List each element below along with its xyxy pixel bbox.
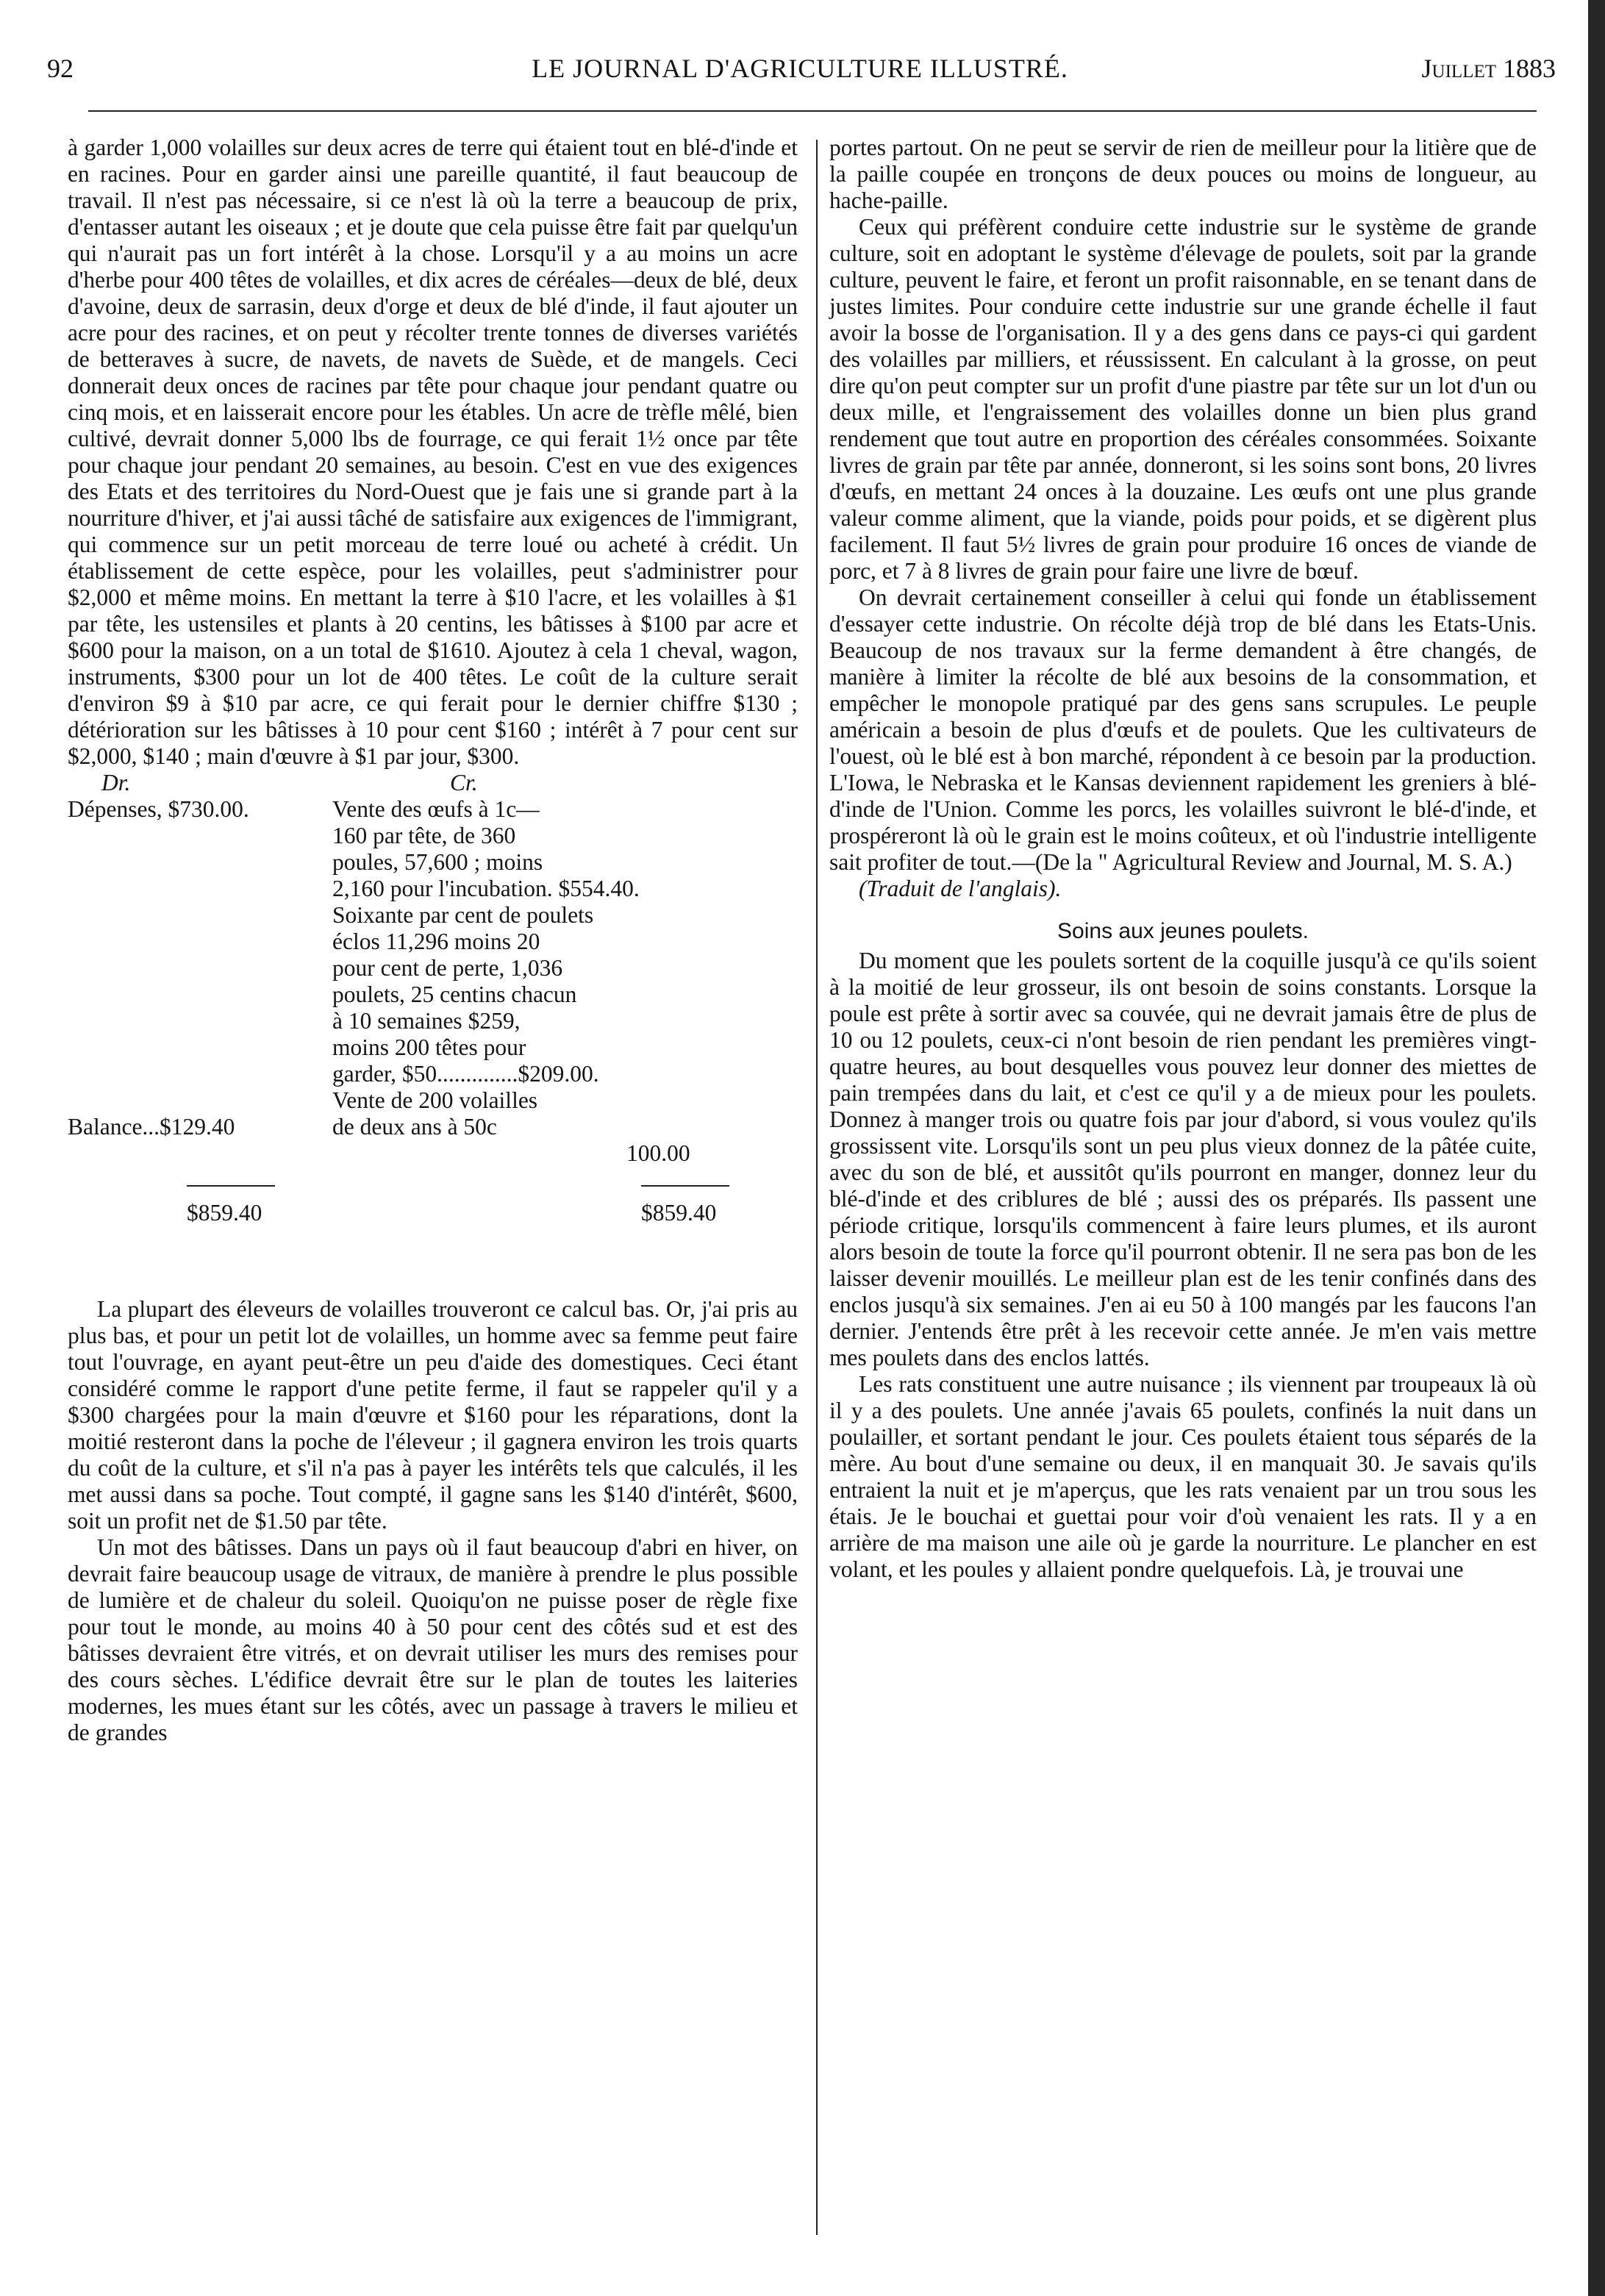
credit-line: poulets, 25 centins chacun xyxy=(332,981,577,1007)
paragraph: On devrait certainement conseiller à celui qui fonde un établissement d'essayer cette industrie. On récolte déjà trop de blé dans les Etats-Unis. Beaucoup de nos travaux sur la ferme demandent à être changés, de manière à limiter la récolte de blé aux besoins de la consommation, et empêcher le monopole pratiqué par des gens sans scrupules. Le peuple américain a besoin de plus d'œufs et de poulets. Que les cultivateurs de l'ouest, où le blé est à bon marché, répondent à ce besoin par la production. L'Iowa, le Nebraska et le Kansas deviennent rapidement les greniers à blé-d'inde de l'Union. Comme les porcs, les volailles suivront le blé-d'inde, et prospéreront là où le grain est le moins coûteux, et où l'industrie intelligente sait profiter de tout.—(De la " Agricultural Review and Journal, M. S. A.) xyxy=(829,584,1537,875)
column-divider xyxy=(816,140,818,2235)
sale-line: de deux ans à 50c xyxy=(332,1114,497,1140)
credit-line: 2,160 pour l'incubation. $554.40. xyxy=(332,876,640,901)
sale-amount: 100.00 xyxy=(626,1140,690,1166)
paragraph: portes partout. On ne peut se servir de rien de meilleur pour la litière que de la paille coupée en tronçons de deux pouces ou moins de longueur, au hache-paille. xyxy=(829,135,1537,213)
credit-line: moins 200 têtes pour xyxy=(332,1034,526,1060)
scan-edge-shadow xyxy=(1588,0,1605,2296)
total-credit: $859.40 xyxy=(641,1200,717,1226)
credit-label: Cr. xyxy=(450,770,478,795)
section-heading: Soins aux jeunes poulets. xyxy=(1057,919,1309,943)
sale-line: Vente de 200 volailles xyxy=(332,1087,538,1113)
credit-line: à 10 semaines $259, xyxy=(332,1008,521,1034)
credit-line: Soixante par cent de poulets xyxy=(332,902,594,928)
credit-line: Vente des œufs à 1c— xyxy=(332,796,540,822)
debit-label: Dr. xyxy=(101,770,131,795)
paragraph: Ceux qui préfèrent conduire cette industrie sur le système de grande culture, soit en adoptant le système d'élevage de poulets, soit par la grande culture, peuvent le faire, et feront un profit raisonnable, en se tenant dans de justes limites. Pour conduire cette industrie sur une grande échelle il faut avoir la bosse de l'organisation. Il y a des gens dans ce pays-ci qui gardent des volailles par milliers, et réussissent. En calculant à la grosse, on peut dire qu'on peut compter sur un profit d'une piastre par tête sur un lot d'un ou deux mille, et l'engraissement des volailles donne un bien plus grand rendement que tout autre en proportion des céréales consommées. Soixante livres de grain par tête par année, donneront, si les soins sont bons, 20 livres d'œufs, en mettant 24 onces à la douzaine. Les œufs ont une plus grande valeur comme aliment, que la viande, poids pour poids, et se digèrent plus facilement. Il faut 5½ livres de grain pour produire 16 onces de viande de porc, et 7 à 8 livres de grain pour faire une livre de bœuf. xyxy=(829,214,1537,584)
account-statement xyxy=(68,770,798,1296)
journal-title: LE JOURNAL D'AGRICULTURE ILLUSTRÉ. xyxy=(532,54,1068,83)
expenses-entry: Dépenses, $730.00. xyxy=(68,796,249,822)
credit-line: garder, $50..............$209.00. xyxy=(332,1061,599,1087)
left-column xyxy=(68,135,798,1746)
paragraph: La plupart des éleveurs de volailles trouveront ce calcul bas. Or, j'ai pris au plus bas, et pour un petit lot de volailles, un homme avec sa femme peut faire tout l'ouvrage, en ayant peut-être un peu d'aide des domestiques. Ceci étant considéré comme le rapport d'une petite ferme, il faut se rappeler qu'il y a $300 chargées pour la main d'œuvre et $160 pour les réparations, dont la moitié resteront dans la poche de l'éleveur ; il gagnera environ les trois quarts du coût de la culture, et s'il n'a pas à payer les intérêts tels que calculés, il les met aussi dans sa poche. Tout compté, il gagne sans les $140 d'intérêt, $600, soit un profit net de $1.50 par tête. xyxy=(68,1296,798,1534)
page-header xyxy=(43,53,1557,94)
translation-note: (Traduit de l'anglais). xyxy=(859,876,1062,901)
credit-line: 160 par tête, de 360 xyxy=(332,823,516,848)
right-column xyxy=(829,135,1537,1583)
paragraph: Un mot des bâtisses. Dans un pays où il faut beaucoup d'abri en hiver, on devrait faire beaucoup usage de vitraux, de manière à prendre le plus possible de lumière et de chaleur du soleil. Quoiqu'on ne puisse poser de règle fixe pour tout le monde, au moins 40 à 50 pour cent des côtés sud et est des bâtisses devraient être vitrés, et on devrait utiliser les murs des remises pour des cours sèches. L'édifice devrait être sur le plan de toutes les laiteries modernes, les mues étant sur les côtés, avec un passage à travers le milieu et de grandes xyxy=(68,1534,798,1745)
credit-entries xyxy=(332,796,788,1140)
balance-entry: Balance...$129.40 xyxy=(68,1114,235,1140)
total-debit: $859.40 xyxy=(187,1200,262,1226)
issue-date: Juillet 1883 xyxy=(1421,54,1556,83)
credit-line: pour cent de perte, 1,036 xyxy=(332,955,563,981)
header-rule xyxy=(88,110,1537,112)
credit-line: éclos 11,296 moins 20 xyxy=(332,929,540,954)
credit-line: poules, 57,600 ; moins xyxy=(332,849,543,875)
page-number: 92 xyxy=(47,54,74,83)
paragraph: Les rats constituent une autre nuisance ; ils viennent par troupeaux là où il y a des poulets. Une année j'avais 65 poulets, confinés la nuit dans un poulailler, et sortant pendant le jour. Ces poulets étaient tous séparés de la mère. Au bout d'une semaine ou deux, il en manquait 30. Je savais qu'ils entraient la nuit et je m'aperçus, que les rats venaient par un trou sous les étais. Je le bouchai et guettai pour voir d'où venaient les rats. Il y a en arrière de ma maison une aile où je garde la nourriture. Le plancher en est volant, et les poules y allaient pondre quelquefois. Là, je trouvai une xyxy=(829,1371,1537,1582)
total-rule xyxy=(641,1185,729,1187)
paragraph: Du moment que les poulets sortent de la coquille jusqu'à ce qu'ils soient à la moitié de leur grosseur, ils ont besoin de soins constants. Lorsque la poule est prête à sortir avec sa couvée, qui ne devrait jamais être de plus de 10 ou 12 poulets, ceux-ci n'ont besoin de rien pendant les premières vingt-quatre heures, au bout desquelles vous pouvez leur donner des miettes de pain trempées dans du lait, et c'est ce qu'il y a de mieux pour les poulets. Donnez à manger trois ou quatre fois par jour d'abord, si vous voulez qu'ils grossissent vite. Lorsqu'ils sont un peu plus vieux donnez de la pâtée cuite, avec du son de blé, et aussitôt qu'ils pourront en manger, donnez leur du blé-d'inde et des criblures de blé ; aussi des os préparés. Ils passent une période critique, lorsqu'ils commencent à faire leurs plumes, et ils auront alors besoin de toute la force qu'il pourront obtenir. Il ne sera pas bon de les laisser devenir mouillés. Le meilleur plan est de les tenir confinés dans des enclos jusqu'à six semaines. J'en ai eu 50 à 100 mangés par les faucons l'an dernier. J'entends être prêt à les recevoir cette année. Je m'en vais mettre mes poulets dans des enclos lattés. xyxy=(829,948,1537,1370)
total-rule xyxy=(187,1185,275,1187)
paragraph: à garder 1,000 volailles sur deux acres de terre qui étaient tout en blé-d'inde et en racines. Pour en garder ainsi une pareille quantité, il faut beaucoup de travail. Il n'est pas nécessaire, si ce n'est là où la terre a beaucoup de prix, d'entasser autant les oiseaux ; et je doute que cela puisse être fait par quelqu'un qui n'aurait pas un fort intérêt à la chose. Lorsqu'il y a au moins un acre d'herbe pour 400 têtes de volailles, et dix acres de céréales—deux de blé, deux d'avoine, deux de sarrasin, deux d'orge et deux de blé d'inde, il faut ajouter un acre pour des racines, et on peut y récolter trente tonnes de diverses variétés de betteraves à sucre, de navets, de navets de Suède, et de mangels. Ceci donnerait deux onces de racines par tête pour chaque jour pendant quatre ou cinq mois, et en laisserait encore pour les étables. Un acre de trèfle mêlé, bien cultivé, devrait donner 5,000 lbs de fourrage, ce qui ferait 1½ once par tête pour chaque jour pendant 20 semaines, au besoin. C'est en vue des exigences des Etats et des territoires du Nord-Ouest que je fais une si grande part à la nourriture d'hiver, et j'ai aussi tâché de satisfaire aux exigences de l'immigrant, qui commence sur un petit morceau de terre loué ou acheté à crédit. Un établissement de cette espèce, pour les volailles, peut s'administrer pour $2,000 et même moins. En mettant la terre à $10 l'acre, et les volailles à $1 par tête, les ustensiles et plants à 20 centins, les bâtisses à $100 par acre et $600 pour la maison, on a un total de $1610. Ajoutez à cela 1 cheval, wagon, instruments, $300 pour un lot de 400 têtes. Le coût de la culture serait d'environ $9 à $10 par acre, ce qui ferait pour le dernier chiffre $130 ; détérioration sur les bâtisses à 10 pour cent $160 ; intérêt à 7 pour cent sur $2,000, $140 ; main d'œuvre à $1 par jour, $300. xyxy=(68,135,798,769)
